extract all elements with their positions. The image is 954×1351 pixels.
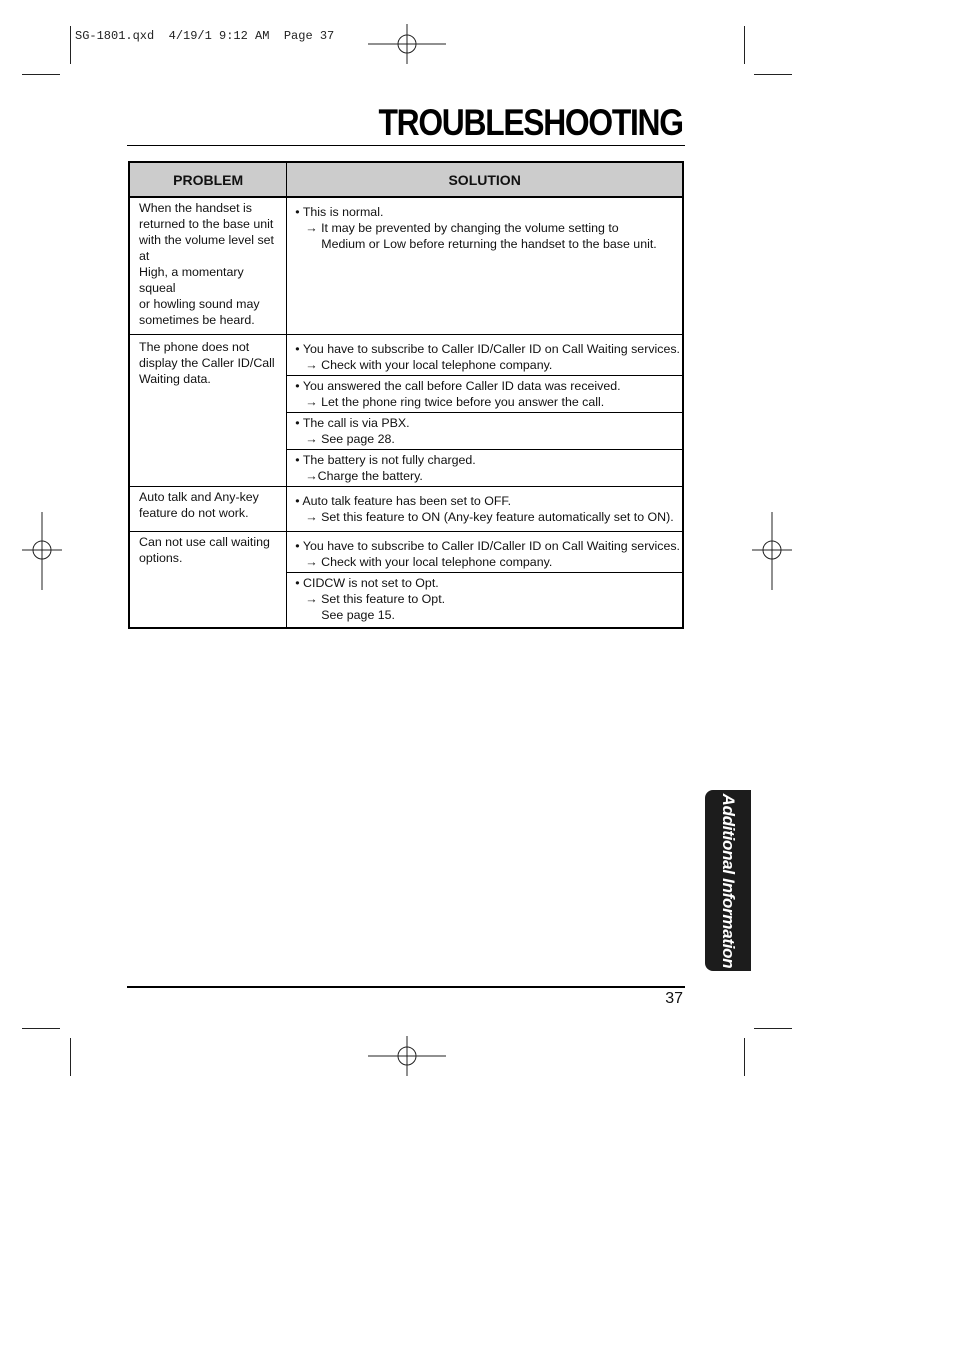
crop-mark: [754, 1028, 792, 1029]
footer-rule: [127, 986, 685, 988]
solution-cell: [287, 532, 683, 629]
print-slug: SG-1801.qxd 4/19/1 9:12 AM Page 37: [75, 29, 335, 43]
solution-header: SOLUTION: [287, 162, 683, 197]
registration-mark-icon: [368, 24, 448, 64]
registration-mark-icon: [22, 512, 62, 590]
section-side-tab: [705, 790, 751, 971]
table-row: [129, 335, 683, 487]
solution-item: • You answered the call before Caller ID data was received. → Let the phone ring twice before you answer the call.: [287, 375, 682, 412]
solution-item: • The battery is not fully charged. →Charge the battery.: [287, 449, 682, 486]
table-row: [129, 487, 683, 532]
problem-cell: The phone does not display the Caller ID/Call Waiting data.: [129, 335, 287, 487]
solution-item: • You have to subscribe to Caller ID/Caller ID on Call Waiting services. → Check with your local telephone company.: [295, 342, 680, 372]
crop-mark: [744, 26, 745, 64]
registration-mark-icon: [368, 1036, 448, 1076]
side-tab-label: Additional Information: [719, 793, 738, 968]
registration-mark-icon: [752, 512, 792, 590]
solution-cell: [287, 335, 683, 487]
solution-item: • CIDCW is not set to Opt. → Set this feature to Opt. See page 15.: [287, 572, 682, 627]
crop-mark: [22, 1028, 60, 1029]
crop-mark: [70, 1038, 71, 1076]
problem-cell: When the handset is returned to the base unit with the volume level set at High, a momentary squeal or howling sound may sometimes be heard.: [129, 197, 287, 335]
crop-mark: [22, 74, 60, 75]
solution-item: • Auto talk feature has been set to OFF. → Set this feature to ON (Any-key feature automatically set to ON).: [295, 494, 674, 524]
crop-mark: [70, 26, 71, 64]
troubleshooting-table: [128, 161, 684, 629]
solution-item: • This is normal. → It may be prevented by changing the volume setting to Medium or Low before returning the handset to the base unit.: [295, 205, 657, 251]
solution-item: • You have to subscribe to Caller ID/Caller ID on Call Waiting services. → Check with your local telephone company.: [295, 539, 680, 569]
solution-cell: [287, 487, 683, 532]
problem-cell: Can not use call waiting options.: [129, 532, 287, 629]
problem-header: PROBLEM: [129, 162, 287, 197]
solution-cell: [287, 197, 683, 335]
page-number: 37: [665, 990, 683, 1007]
page-title: TROUBLESHOOTING: [378, 102, 683, 143]
table-row: [129, 532, 683, 629]
title-rule: [127, 145, 685, 146]
crop-mark: [744, 1038, 745, 1076]
solution-item: • The call is via PBX. → See page 28.: [287, 412, 682, 449]
crop-mark: [754, 74, 792, 75]
table-row: [129, 197, 683, 335]
problem-cell: Auto talk and Any-key feature do not work.: [129, 487, 287, 532]
